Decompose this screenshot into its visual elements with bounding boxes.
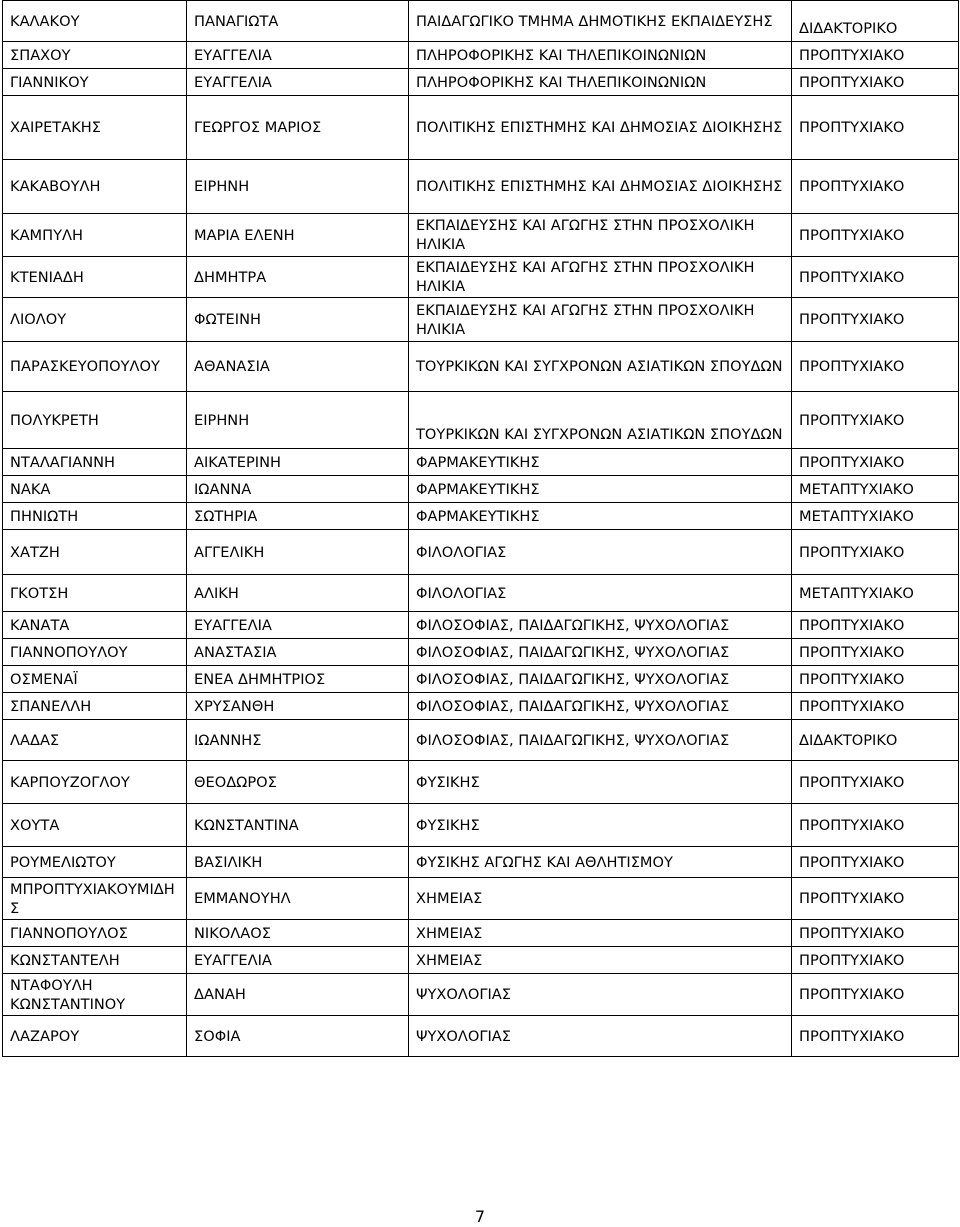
table-row bbox=[3, 503, 959, 530]
surname-cell: ΠΗΝΙΩΤΗ bbox=[3, 503, 187, 530]
table-row bbox=[3, 476, 959, 503]
surname-cell: ΡΟΥΜΕΛΙΩΤΟΥ bbox=[3, 847, 187, 878]
first-name-cell: ΚΩΝΣΤΑΝΤΙΝΑ bbox=[187, 804, 409, 847]
surname-cell: ΣΠΑΧΟΥ bbox=[3, 42, 187, 69]
table-row bbox=[3, 666, 959, 693]
degree-level-cell: ΠΡΟΠΤΥΧΙΑΚΟ bbox=[792, 920, 959, 947]
degree-level-cell: ΠΡΟΠΤΥΧΙΑΚΟ bbox=[792, 342, 959, 392]
surname-cell: ΓΙΑΝΝΟΠΟΥΛΟΣ bbox=[3, 920, 187, 947]
table-row bbox=[3, 920, 959, 947]
first-name-cell: ΝΙΚΟΛΑΟΣ bbox=[187, 920, 409, 947]
document-page bbox=[2, 0, 958, 1057]
first-name-cell: ΑΘΑΝΑΣΙΑ bbox=[187, 342, 409, 392]
department-cell: ΠΛΗΡΟΦΟΡΙΚΗΣ ΚΑΙ ΤΗΛΕΠΙΚΟΙΝΩΝΙΩΝ bbox=[409, 42, 792, 69]
surname-cell: ΚΑΛΑΚΟΥ bbox=[3, 1, 187, 42]
table-row bbox=[3, 878, 959, 920]
table-row bbox=[3, 449, 959, 476]
degree-level-cell: ΠΡΟΠΤΥΧΙΑΚΟ bbox=[792, 449, 959, 476]
degree-level-cell: ΠΡΟΠΤΥΧΙΑΚΟ bbox=[792, 160, 959, 214]
department-cell: ΧΗΜΕΙΑΣ bbox=[409, 920, 792, 947]
degree-level-cell: ΜΕΤΑΠΤΥΧΙΑΚΟ bbox=[792, 503, 959, 530]
table-row bbox=[3, 847, 959, 878]
table-row bbox=[3, 575, 959, 612]
department-cell: ΤΟΥΡΚΙΚΩΝ ΚΑΙ ΣΥΓΧΡΟΝΩΝ ΑΣΙΑΤΙΚΩΝ ΣΠΟΥΔΩΝ bbox=[409, 342, 792, 392]
first-name-cell: ΙΩΑΝΝΑ bbox=[187, 476, 409, 503]
surname-cell: ΚΑΡΠΟΥΖΟΓΛΟΥ bbox=[3, 761, 187, 804]
surname-cell: ΝΑΚΑ bbox=[3, 476, 187, 503]
degree-level-cell: ΠΡΟΠΤΥΧΙΑΚΟ bbox=[792, 96, 959, 160]
table-row bbox=[3, 298, 959, 342]
surname-cell: ΓΙΑΝΝΟΠΟΥΛΟΥ bbox=[3, 639, 187, 666]
student-roster-table bbox=[2, 0, 959, 1057]
department-cell: ΦΙΛΟΣΟΦΙΑΣ, ΠΑΙΔΑΓΩΓΙΚΗΣ, ΨΥΧΟΛΟΓΙΑΣ bbox=[409, 666, 792, 693]
department-cell: ΠΑΙΔΑΓΩΓΙΚΟ ΤΜΗΜΑ ΔΗΜΟΤΙΚΗΣ ΕΚΠΑΙΔΕΥΣΗΣ bbox=[409, 1, 792, 42]
surname-cell: ΚΑΚΑΒΟΥΛΗ bbox=[3, 160, 187, 214]
degree-level-cell: ΠΡΟΠΤΥΧΙΑΚΟ bbox=[792, 947, 959, 974]
department-cell: ΨΥΧΟΛΟΓΙΑΣ bbox=[409, 1016, 792, 1057]
surname-cell: ΛΑΖΑΡΟΥ bbox=[3, 1016, 187, 1057]
table-row bbox=[3, 160, 959, 214]
first-name-cell: ΕΙΡΗΝΗ bbox=[187, 392, 409, 449]
page-number: 7 bbox=[474, 1207, 486, 1226]
department-cell: ΦΙΛΟΣΟΦΙΑΣ, ΠΑΙΔΑΓΩΓΙΚΗΣ, ΨΥΧΟΛΟΓΙΑΣ bbox=[409, 639, 792, 666]
department-cell: ΦΑΡΜΑΚΕΥΤΙΚΗΣ bbox=[409, 449, 792, 476]
degree-level-cell: ΠΡΟΠΤΥΧΙΑΚΟ bbox=[792, 666, 959, 693]
department-cell: ΕΚΠΑΙΔΕΥΣΗΣ ΚΑΙ ΑΓΩΓΗΣ ΣΤΗΝ ΠΡΟΣΧΟΛΙΚΗ ΗΛΙΚΙΑ bbox=[409, 257, 792, 298]
degree-level-cell: ΠΡΟΠΤΥΧΙΑΚΟ bbox=[792, 974, 959, 1016]
degree-level-cell: ΠΡΟΠΤΥΧΙΑΚΟ bbox=[792, 878, 959, 920]
surname-cell: ΝΤΑΦΟΥΛΗ ΚΩΝΣΤΑΝΤΙΝΟΥ bbox=[3, 974, 187, 1016]
degree-level-cell: ΠΡΟΠΤΥΧΙΑΚΟ bbox=[792, 257, 959, 298]
first-name-cell: ΓΕΩΡΓΟΣ ΜΑΡΙΟΣ bbox=[187, 96, 409, 160]
department-cell: ΦΙΛΟΣΟΦΙΑΣ, ΠΑΙΔΑΓΩΓΙΚΗΣ, ΨΥΧΟΛΟΓΙΑΣ bbox=[409, 612, 792, 639]
first-name-cell: ΕΥΑΓΓΕΛΙΑ bbox=[187, 612, 409, 639]
first-name-cell: ΜΑΡΙΑ ΕΛΕΝΗ bbox=[187, 214, 409, 257]
degree-level-cell: ΠΡΟΠΤΥΧΙΑΚΟ bbox=[792, 639, 959, 666]
first-name-cell: ΙΩΑΝΝΗΣ bbox=[187, 720, 409, 761]
department-cell: ΦΙΛΟΣΟΦΙΑΣ, ΠΑΙΔΑΓΩΓΙΚΗΣ, ΨΥΧΟΛΟΓΙΑΣ bbox=[409, 693, 792, 720]
first-name-cell: ΕΥΑΓΓΕΛΙΑ bbox=[187, 947, 409, 974]
table-row bbox=[3, 761, 959, 804]
degree-level-cell: ΠΡΟΠΤΥΧΙΑΚΟ bbox=[792, 612, 959, 639]
first-name-cell: ΦΩΤΕΙΝΗ bbox=[187, 298, 409, 342]
surname-cell: ΚΤΕΝΙΑΔΗ bbox=[3, 257, 187, 298]
table-row bbox=[3, 974, 959, 1016]
first-name-cell: ΕΜΜΑΝΟΥΗΛ bbox=[187, 878, 409, 920]
first-name-cell: ΣΩΤΗΡΙΑ bbox=[187, 503, 409, 530]
first-name-cell: ΔΑΝΑΗ bbox=[187, 974, 409, 1016]
degree-level-cell: ΠΡΟΠΤΥΧΙΑΚΟ bbox=[792, 1016, 959, 1057]
department-cell: ΠΟΛΙΤΙΚΗΣ ΕΠΙΣΤΗΜΗΣ ΚΑΙ ΔΗΜΟΣΙΑΣ ΔΙΟΙΚΗΣΗΣ bbox=[409, 96, 792, 160]
first-name-cell: ΕΝΕΑ ΔΗΜΗΤΡΙΟΣ bbox=[187, 666, 409, 693]
degree-level-cell: ΔΙΔΑΚΤΟΡΙΚΟ bbox=[792, 1, 959, 42]
first-name-cell: ΕΥΑΓΓΕΛΙΑ bbox=[187, 69, 409, 96]
surname-cell: ΠΑΡΑΣΚΕΥΟΠΟΥΛΟΥ bbox=[3, 342, 187, 392]
surname-cell: ΓΚΟΤΣΗ bbox=[3, 575, 187, 612]
first-name-cell: ΑΙΚΑΤΕΡΙΝΗ bbox=[187, 449, 409, 476]
first-name-cell: ΑΛΙΚΗ bbox=[187, 575, 409, 612]
degree-level-cell: ΠΡΟΠΤΥΧΙΑΚΟ bbox=[792, 392, 959, 449]
first-name-cell: ΕΙΡΗΝΗ bbox=[187, 160, 409, 214]
degree-level-cell: ΠΡΟΠΤΥΧΙΑΚΟ bbox=[792, 693, 959, 720]
department-cell: ΦΙΛΟΣΟΦΙΑΣ, ΠΑΙΔΑΓΩΓΙΚΗΣ, ΨΥΧΟΛΟΓΙΑΣ bbox=[409, 720, 792, 761]
degree-level-cell: ΔΙΔΑΚΤΟΡΙΚΟ bbox=[792, 720, 959, 761]
degree-level-cell: ΠΡΟΠΤΥΧΙΑΚΟ bbox=[792, 298, 959, 342]
degree-level-cell: ΠΡΟΠΤΥΧΙΑΚΟ bbox=[792, 761, 959, 804]
degree-level-cell: ΠΡΟΠΤΥΧΙΑΚΟ bbox=[792, 42, 959, 69]
first-name-cell: ΕΥΑΓΓΕΛΙΑ bbox=[187, 42, 409, 69]
degree-level-cell: ΠΡΟΠΤΥΧΙΑΚΟ bbox=[792, 847, 959, 878]
department-cell: ΕΚΠΑΙΔΕΥΣΗΣ ΚΑΙ ΑΓΩΓΗΣ ΣΤΗΝ ΠΡΟΣΧΟΛΙΚΗ ΗΛΙΚΙΑ bbox=[409, 214, 792, 257]
table-row bbox=[3, 947, 959, 974]
table-row bbox=[3, 69, 959, 96]
table-row bbox=[3, 96, 959, 160]
surname-cell: ΜΠΡΟΠΤΥΧΙΑΚΟΥΜΙΔΗΣ bbox=[3, 878, 187, 920]
degree-level-cell: ΠΡΟΠΤΥΧΙΑΚΟ bbox=[792, 804, 959, 847]
table-row bbox=[3, 1, 959, 42]
surname-cell: ΝΤΑΛΑΓΙΑΝΝΗ bbox=[3, 449, 187, 476]
first-name-cell: ΘΕΟΔΩΡΟΣ bbox=[187, 761, 409, 804]
first-name-cell: ΣΟΦΙΑ bbox=[187, 1016, 409, 1057]
surname-cell: ΧΑΤΖΗ bbox=[3, 530, 187, 575]
department-cell: ΕΚΠΑΙΔΕΥΣΗΣ ΚΑΙ ΑΓΩΓΗΣ ΣΤΗΝ ΠΡΟΣΧΟΛΙΚΗ ΗΛΙΚΙΑ bbox=[409, 298, 792, 342]
table-row bbox=[3, 1016, 959, 1057]
table-row bbox=[3, 612, 959, 639]
table-row bbox=[3, 530, 959, 575]
department-cell: ΨΥΧΟΛΟΓΙΑΣ bbox=[409, 974, 792, 1016]
surname-cell: ΛΙΟΛΟΥ bbox=[3, 298, 187, 342]
surname-cell: ΣΠΑΝΕΛΛΗ bbox=[3, 693, 187, 720]
department-cell: ΠΟΛΙΤΙΚΗΣ ΕΠΙΣΤΗΜΗΣ ΚΑΙ ΔΗΜΟΣΙΑΣ ΔΙΟΙΚΗΣΗΣ bbox=[409, 160, 792, 214]
surname-cell: ΚΑΜΠΥΛΗ bbox=[3, 214, 187, 257]
first-name-cell: ΒΑΣΙΛΙΚΗ bbox=[187, 847, 409, 878]
department-cell: ΦΙΛΟΛΟΓΙΑΣ bbox=[409, 530, 792, 575]
first-name-cell: ΠΑΝΑΓΙΩΤΑ bbox=[187, 1, 409, 42]
first-name-cell: ΑΝΑΣΤΑΣΙΑ bbox=[187, 639, 409, 666]
table-row bbox=[3, 214, 959, 257]
table-row bbox=[3, 42, 959, 69]
table-row bbox=[3, 804, 959, 847]
surname-cell: ΟΣΜΕΝΑΪ bbox=[3, 666, 187, 693]
surname-cell: ΧΑΙΡΕΤΑΚΗΣ bbox=[3, 96, 187, 160]
surname-cell: ΚΩΝΣΤΑΝΤΕΛΗ bbox=[3, 947, 187, 974]
department-cell: ΦΑΡΜΑΚΕΥΤΙΚΗΣ bbox=[409, 476, 792, 503]
department-cell: ΦΥΣΙΚΗΣ bbox=[409, 761, 792, 804]
department-cell: ΤΟΥΡΚΙΚΩΝ ΚΑΙ ΣΥΓΧΡΟΝΩΝ ΑΣΙΑΤΙΚΩΝ ΣΠΟΥΔΩΝ bbox=[409, 392, 792, 449]
degree-level-cell: ΠΡΟΠΤΥΧΙΑΚΟ bbox=[792, 214, 959, 257]
surname-cell: ΠΟΛΥΚΡΕΤΗ bbox=[3, 392, 187, 449]
first-name-cell: ΑΓΓΕΛΙΚΗ bbox=[187, 530, 409, 575]
table-row bbox=[3, 257, 959, 298]
department-cell: ΦΙΛΟΛΟΓΙΑΣ bbox=[409, 575, 792, 612]
department-cell: ΦΥΣΙΚΗΣ ΑΓΩΓΗΣ ΚΑΙ ΑΘΛΗΤΙΣΜΟΥ bbox=[409, 847, 792, 878]
table-row bbox=[3, 639, 959, 666]
table-row bbox=[3, 392, 959, 449]
table-row bbox=[3, 693, 959, 720]
department-cell: ΦΑΡΜΑΚΕΥΤΙΚΗΣ bbox=[409, 503, 792, 530]
first-name-cell: ΔΗΜΗΤΡΑ bbox=[187, 257, 409, 298]
surname-cell: ΛΑΔΑΣ bbox=[3, 720, 187, 761]
roster-body bbox=[3, 1, 959, 1057]
surname-cell: ΧΟΥΤΑ bbox=[3, 804, 187, 847]
department-cell: ΧΗΜΕΙΑΣ bbox=[409, 947, 792, 974]
surname-cell: ΓΙΑΝΝΙΚΟΥ bbox=[3, 69, 187, 96]
table-row bbox=[3, 342, 959, 392]
degree-level-cell: ΜΕΤΑΠΤΥΧΙΑΚΟ bbox=[792, 575, 959, 612]
degree-level-cell: ΠΡΟΠΤΥΧΙΑΚΟ bbox=[792, 69, 959, 96]
first-name-cell: ΧΡΥΣΑΝΘΗ bbox=[187, 693, 409, 720]
degree-level-cell: ΜΕΤΑΠΤΥΧΙΑΚΟ bbox=[792, 476, 959, 503]
table-row bbox=[3, 720, 959, 761]
department-cell: ΦΥΣΙΚΗΣ bbox=[409, 804, 792, 847]
department-cell: ΠΛΗΡΟΦΟΡΙΚΗΣ ΚΑΙ ΤΗΛΕΠΙΚΟΙΝΩΝΙΩΝ bbox=[409, 69, 792, 96]
degree-level-cell: ΠΡΟΠΤΥΧΙΑΚΟ bbox=[792, 530, 959, 575]
surname-cell: ΚΑΝΑΤΑ bbox=[3, 612, 187, 639]
department-cell: ΧΗΜΕΙΑΣ bbox=[409, 878, 792, 920]
